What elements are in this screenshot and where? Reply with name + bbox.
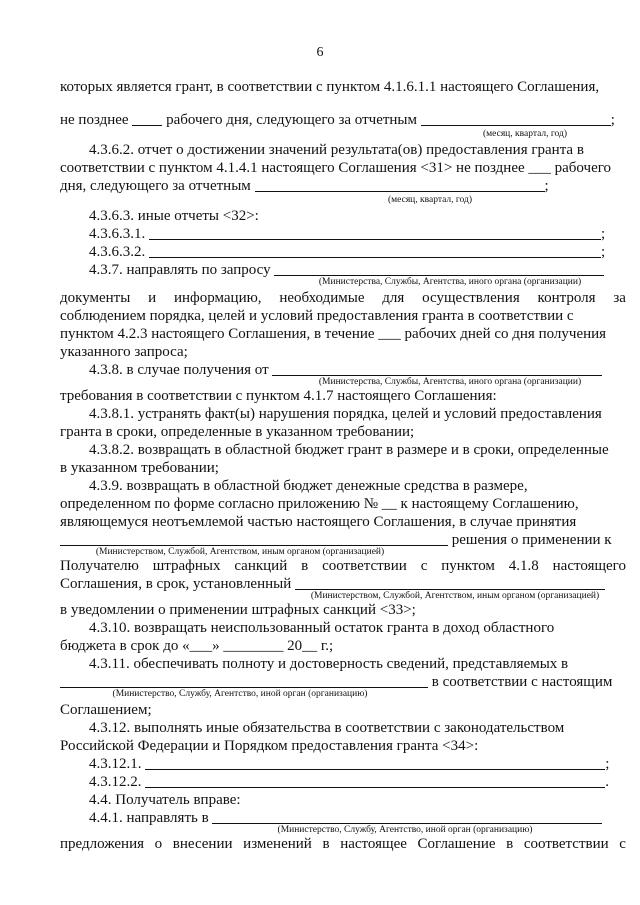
- blank-field: [272, 361, 602, 376]
- word: в: [301, 558, 309, 574]
- text-line: 4.3.6.2. отчет о достижении значений результата(ов) предоставления гранта в: [89, 142, 584, 158]
- field-caption: (Министерством, Службой, Агентством, иным органом (организацией): [95, 547, 385, 557]
- word: настоящего: [552, 558, 626, 574]
- text-line: [60, 111, 615, 129]
- blank-field: [255, 177, 545, 192]
- text-line: 4.3.9. возвращать в областной бюджет денежные средства в размере,: [89, 478, 528, 494]
- text-line: [89, 755, 609, 773]
- text-line: соответствии с пунктом 4.1.4.1 настоящего Соглашения <31> не позднее ___ рабочего: [60, 160, 612, 176]
- text-line: [89, 225, 605, 243]
- text-line: в уведомлении о применении штрафных санкций <33>;: [60, 602, 416, 618]
- text-fragment: ;: [601, 244, 606, 260]
- blank-field: [145, 755, 605, 770]
- word: для: [382, 290, 405, 306]
- text-line: соблюдением порядка, целей и условий предоставления гранта в соответствии с: [60, 308, 574, 324]
- text-line-justified: [60, 835, 626, 853]
- text-fragment: Соглашения, в срок, установленный: [60, 576, 292, 592]
- word: с: [619, 836, 626, 852]
- text-line: указанного запроса;: [60, 344, 188, 360]
- text-fragment: .: [605, 774, 609, 790]
- blank-field: [421, 111, 611, 126]
- text-line: 4.3.11. обеспечивать полноту и достоверность сведений, представляемых в: [89, 656, 569, 672]
- field-caption: (Министерства, Службы, Агентства, иного органа (организации): [318, 377, 582, 387]
- text-line: 4.3.6.3. иные отчеты <32>:: [89, 208, 259, 224]
- text-fragment: 4.3.8. в случае получения от: [89, 362, 269, 378]
- word: за: [613, 290, 626, 306]
- word: 4.1.8: [508, 558, 539, 574]
- word: Получателю: [60, 558, 139, 574]
- text-fragment: дня, следующего за отчетным: [60, 178, 251, 194]
- word: соответствии: [322, 558, 407, 574]
- text-fragment: не позднее: [60, 112, 129, 128]
- text-fragment: 4.3.6.3.2.: [89, 244, 146, 260]
- word: в: [506, 836, 514, 852]
- word: предложения: [60, 836, 145, 852]
- text-fragment: ;: [610, 112, 615, 128]
- word: с: [420, 558, 428, 574]
- blank-field: [60, 531, 448, 546]
- word: настоящее: [340, 836, 407, 852]
- text-line: 4.3.8.2. возвращать в областной бюджет грант в размере и в сроки, определенные: [89, 442, 609, 458]
- word: в: [322, 836, 330, 852]
- blank-field: [212, 809, 602, 824]
- word: санкций: [234, 558, 288, 574]
- text-line-justified: [60, 289, 626, 307]
- blank-field: [149, 225, 601, 240]
- word: Соглашение: [417, 836, 496, 852]
- word: и: [148, 290, 157, 306]
- text-line: требования в соответствии с пунктом 4.1.7 настоящего Соглашения:: [60, 388, 497, 404]
- text-fragment: 4.3.7. направлять по запросу: [89, 262, 271, 278]
- word: контроля: [537, 290, 596, 306]
- text-line: 4.3.10. возвращать неиспользованный остаток гранта в доход областного: [89, 620, 555, 636]
- word: документы: [60, 290, 131, 306]
- blank-field: [274, 261, 604, 276]
- text-fragment: решения о применении к: [451, 532, 612, 548]
- field-caption: (Министерство, Службу, Агентство, иной орган (организацию): [277, 825, 533, 835]
- text-line: [89, 243, 605, 261]
- text-line: 4.4. Получатель вправе:: [89, 792, 241, 808]
- blank-field: [149, 243, 601, 258]
- word: информацию,: [173, 290, 262, 306]
- text-fragment: 4.3.12.1.: [89, 756, 142, 772]
- text-line-justified: [60, 557, 626, 575]
- text-line: 4.3.12. выполнять иные обязательства в соответствии с законодательством: [89, 720, 565, 736]
- word: необходимые: [279, 290, 365, 306]
- word: изменений: [243, 836, 312, 852]
- word: о: [154, 836, 163, 852]
- field-caption: (месяц, квартал, год): [482, 129, 568, 139]
- text-fragment: ;: [544, 178, 549, 194]
- text-line: [89, 773, 609, 791]
- field-caption: (Министерства, Службы, Агентства, иного органа (организации): [318, 277, 582, 287]
- blank-field: [295, 575, 605, 590]
- text-line: которых является грант, в соответствии с пунктом 4.1.6.1.1 настоящего Соглашения,: [60, 79, 600, 95]
- text-fragment: 4.3.12.2.: [89, 774, 142, 790]
- text-fragment: 4.4.1. направлять в: [89, 810, 209, 826]
- blank-field: [145, 773, 605, 788]
- field-caption: (месяц, квартал, год): [387, 195, 473, 205]
- text-line: пунктом 4.2.3 настоящего Соглашения, в течение ___ рабочих дней со дня получения: [60, 326, 607, 342]
- text-line: гранта в сроки, определенные в указанном требовании;: [60, 424, 415, 440]
- word: внесении: [172, 836, 233, 852]
- blank-field: [132, 111, 162, 126]
- blank-field: [60, 673, 428, 688]
- text-fragment: ;: [605, 756, 610, 772]
- text-line: являющемуся неотъемлемой частью настоящего Соглашения, в случае принятия: [60, 514, 577, 530]
- text-line: 4.3.8.1. устранять факт(ы) нарушения порядка, целей и условий предоставления: [89, 406, 602, 422]
- word: штрафных: [152, 558, 221, 574]
- field-caption: (Министерством, Службой, Агентством, иным органом (организацией): [310, 591, 600, 601]
- text-fragment: рабочего дня, следующего за отчетным: [166, 112, 418, 128]
- text-line: Соглашением;: [60, 702, 152, 718]
- text-line: [60, 177, 549, 195]
- text-fragment: ;: [601, 226, 606, 242]
- text-line: бюджета в срок до «___» ________ 20__ г.;: [60, 638, 334, 654]
- text-line: определенном по форме согласно приложению № __ к настоящему Соглашению,: [60, 496, 579, 512]
- text-fragment: в соответствии с настоящим: [431, 674, 613, 690]
- word: пунктом: [441, 558, 495, 574]
- page-number: 6: [316, 45, 324, 60]
- word: осуществления: [422, 290, 520, 306]
- field-caption: (Министерство, Службу, Агентство, иной орган (организацию): [112, 689, 368, 699]
- text-line: в указанном требовании;: [60, 460, 219, 476]
- text-line: Российской Федерации и Порядком предоставления гранта <34>:: [60, 738, 479, 754]
- word: соответствии: [523, 836, 609, 852]
- text-fragment: 4.3.6.3.1.: [89, 226, 146, 242]
